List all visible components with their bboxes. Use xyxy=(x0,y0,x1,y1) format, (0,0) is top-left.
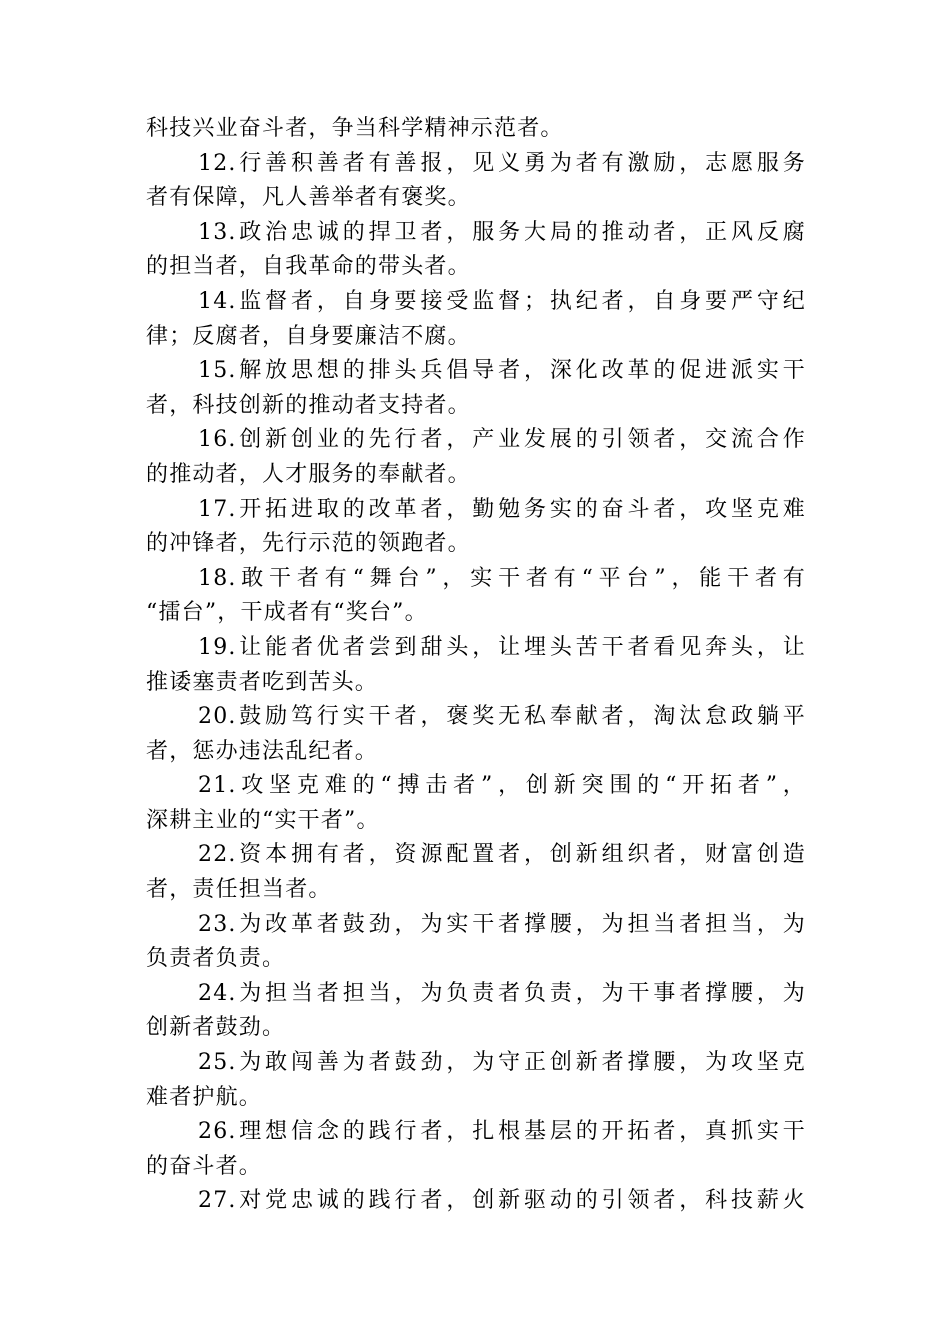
body-text xyxy=(146,112,806,1219)
text-line: 19.让能者优者尝到甜头，让埋头苦干者看见奔头，让 xyxy=(198,634,806,660)
text-line: 者，责任担当者。 xyxy=(146,877,332,903)
text-line: 17.开拓进取的改革者，勤勉务实的奋斗者，攻坚克难 xyxy=(198,496,806,522)
text-line: 的担当者，自我革命的带头者。 xyxy=(146,254,471,280)
text-line: 创新者鼓劲。 xyxy=(146,1015,286,1041)
text-line: 14.监督者，自身要接受监督；执纪者，自身要严守纪 xyxy=(198,288,806,314)
text-line: 26.理想信念的践行者，扎根基层的开拓者，真抓实干 xyxy=(198,1119,806,1145)
text-line: 16.创新创业的先行者，产业发展的引领者，交流合作 xyxy=(198,427,806,453)
text-line: 18.敢干者有“舞台”，实干者有“平台”，能干者有 xyxy=(198,565,806,591)
text-line: 21.攻坚克难的“搏击者”，创新突围的“开拓者”， xyxy=(198,773,806,799)
text-line: 22.资本拥有者，资源配置者，创新组织者，财富创造 xyxy=(198,842,806,868)
text-line: 推诿塞责者吃到苦头。 xyxy=(146,669,379,695)
text-line: 15.解放思想的排头兵倡导者，深化改革的促进派实干 xyxy=(198,358,806,384)
text-line: 者，科技创新的推动者支持者。 xyxy=(146,392,471,418)
text-line: 23.为改革者鼓劲，为实干者撑腰，为担当者担当，为 xyxy=(198,911,806,937)
text-line: “擂台”，干成者有“奖台”。 xyxy=(146,600,428,626)
text-line: 的奋斗者。 xyxy=(146,1153,263,1179)
text-line: 律；反腐者，自身要廉洁不腐。 xyxy=(146,323,471,349)
text-line: 者有保障，凡人善举者有褒奖。 xyxy=(146,185,471,211)
text-line: 难者护航。 xyxy=(146,1084,263,1110)
text-line: 负责者负责。 xyxy=(146,946,286,972)
text-line: 深耕主业的“实干者”。 xyxy=(146,807,380,833)
text-line: 者，惩办违法乱纪者。 xyxy=(146,738,379,764)
text-line: 27.对党忠诚的践行者，创新驱动的引领者，科技薪火 xyxy=(198,1188,806,1214)
text-line: 12.行善积善者有善报，见义勇为者有激励，志愿服务 xyxy=(198,150,806,176)
text-line: 科技兴业奋斗者，争当科学精神示范者。 xyxy=(146,116,564,141)
text-line: 13.政治忠诚的捍卫者，服务大局的推动者，正风反腐 xyxy=(198,219,806,245)
text-line: 的推动者，人才服务的奉献者。 xyxy=(146,461,471,487)
text-line: 24.为担当者担当，为负责者负责，为干事者撑腰，为 xyxy=(198,980,806,1006)
text-line: 的冲锋者，先行示范的领跑者。 xyxy=(146,531,471,557)
text-line: 25.为敢闯善为者鼓劲，为守正创新者撑腰，为攻坚克 xyxy=(198,1050,806,1076)
text-line: 20.鼓励笃行实干者，褒奖无私奉献者，淘汰怠政躺平 xyxy=(198,704,806,730)
